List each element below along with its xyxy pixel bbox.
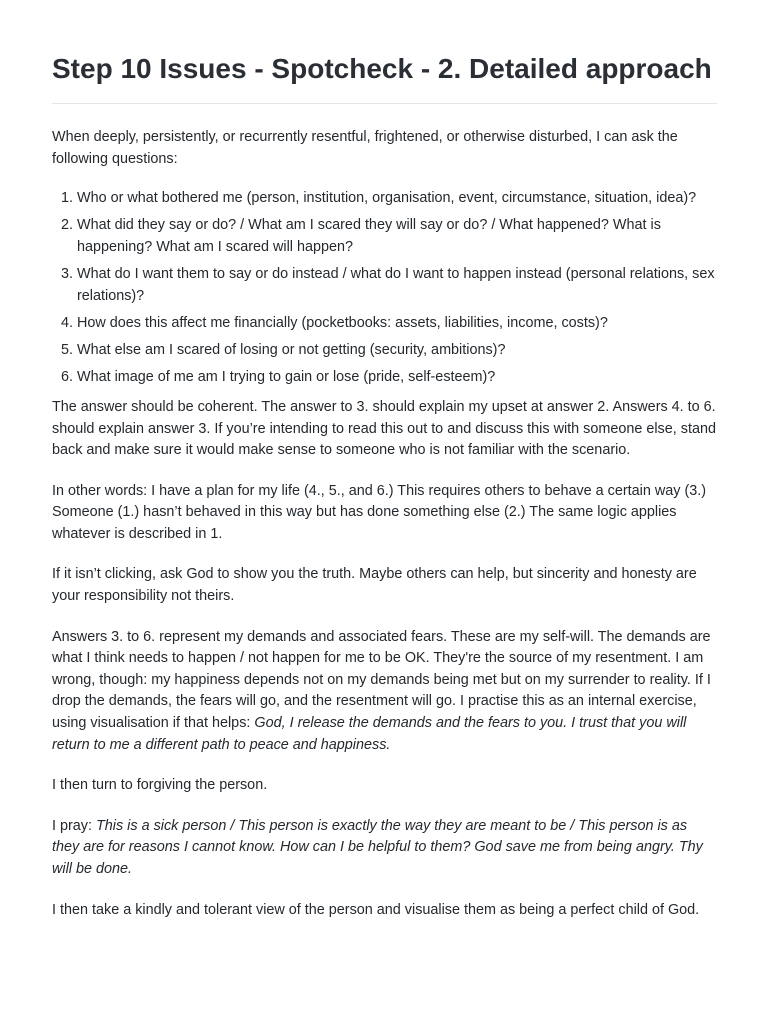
list-item: 3. What do I want them to say or do instead / what do I want to happen instead (personal relations, sex relations)? [77,264,717,307]
coherence-paragraph: The answer should be coherent. The answer to 3. should explain my upset at answer 2. Answers 4. to 6. should explain answer 3. If you’re intending to read this out to and discuss this with someone else, stand back and make sure it would make sense to someone who is not familiar with the scenario. [52,398,716,459]
demands-paragraph [52,627,717,757]
list-item: 1. Who or what bothered me (person, institution, organisation, event, circumstance, situation, idea)? [77,188,717,210]
forgiving-paragraph: I then turn to forgiving the person. [52,777,268,794]
pray-paragraph [52,816,717,881]
questions-list [52,188,717,389]
kindly-paragraph: I then take a kindly and tolerant view of the person and visualise them as being a perfect child of God. [52,901,700,918]
list-item: 5. What else am I scared of losing or not getting (security, ambitions)? [77,340,717,362]
clicking-paragraph: If it isn’t clicking, ask God to show you the truth. Maybe others can help, but sincerity and honesty are your responsibility not theirs. [52,566,697,605]
demands-text: Answers 3. to 6. represent my demands and associated fears. These are my self-will. The demands are what I think needs to happen / not happen for me to be OK. They're the source of my resentment. I am wrong, though: my happiness depends not on my demands being met but on my surrender to reality. If I drop the demands, the fears will go, and the resentment will go. I practise this as an internal exercise, using visualisation if that helps: [52,628,711,732]
other-words-paragraph: In other words: I have a plan for my life (4., 5., and 6.) This requires others to behave a certain way (3.) Someone (1.) hasn’t behaved in this way but has done something else (2.) The same logic applies whatever is described in 1. [52,482,707,542]
page-title: Step 10 Issues - Spotcheck - 2. Detailed approach [52,48,717,104]
release-prayer: God, I release the demands and the fears to you. I trust that you will return to me a different path to peace and happiness. [52,715,687,753]
list-item: 4. How does this affect me financially (pocketbooks: assets, liabilities, income, costs)? [77,313,717,335]
list-item: 2. What did they say or do? / What am I scared they will say or do? / What happened? What is happening? What am I scared will happen? [77,215,717,258]
forgiveness-prayer: This is a sick person / This person is exactly the way they are meant to be / This person is as they are for reasons I cannot know. How can I be helpful to them? God save me from being angry. Thy will be done. [52,817,703,877]
pray-prefix: I pray: [52,817,96,834]
list-item: 6. What image of me am I trying to gain or lose (pride, self-esteem)? [77,367,717,389]
intro-paragraph: When deeply, persistently, or recurrently resentful, frightened, or otherwise disturbed, I can ask the following questions: [52,129,678,167]
